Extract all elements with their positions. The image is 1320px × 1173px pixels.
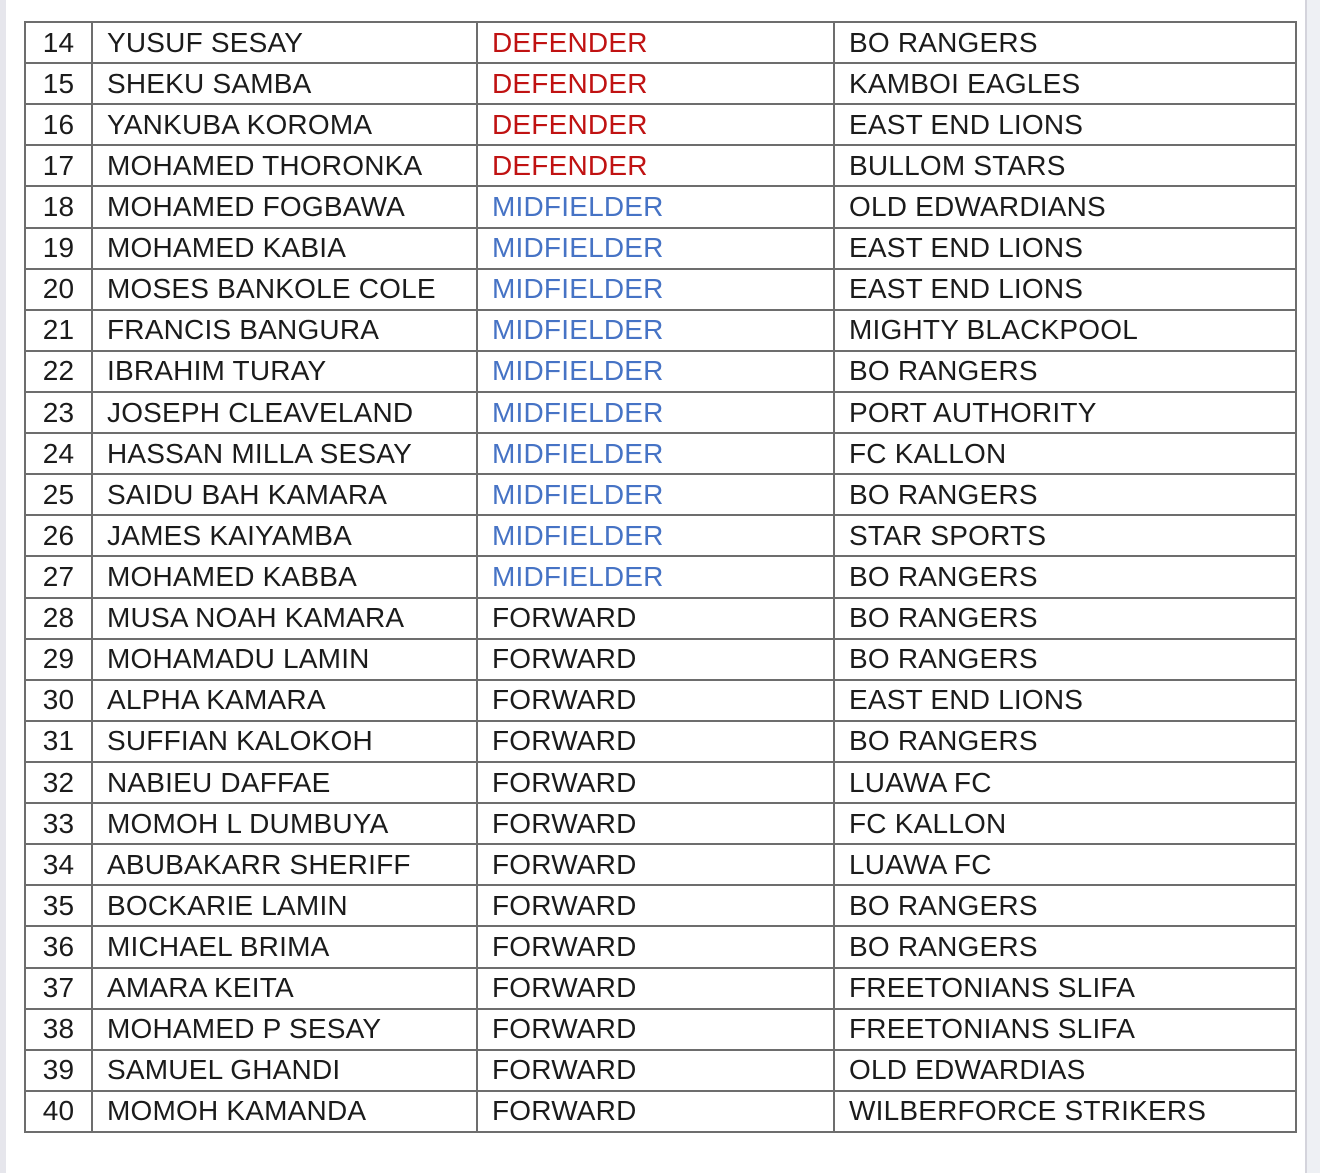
cell-position: MIDFIELDER: [478, 270, 835, 309]
cell-name: MOHAMED P SESAY: [93, 1010, 478, 1049]
cell-number: 27: [26, 557, 93, 596]
cell-club: FREETONIANS SLIFA: [849, 1013, 1136, 1045]
cell-club: EAST END LIONS: [849, 684, 1084, 716]
cell-name: MOHAMADU LAMIN: [93, 640, 478, 679]
table-row: [26, 722, 1295, 763]
cell-number: 37: [26, 969, 93, 1008]
cell-club: BULLOM STARS: [849, 149, 1066, 181]
cell-position: FORWARD: [478, 845, 835, 884]
cell-position: FORWARD: [478, 722, 835, 761]
cell-number: 26: [26, 516, 93, 555]
table-row: [26, 434, 1295, 475]
cell-number: 17: [26, 146, 93, 185]
cell-number: 22: [26, 352, 93, 391]
cell-position: FORWARD: [478, 1010, 835, 1049]
page-left-edge: [0, 0, 6, 1173]
table-row: [26, 763, 1295, 804]
cell-name: SHEKU SAMBA: [93, 64, 478, 103]
cell-name: SAMUEL GHANDI: [93, 1051, 478, 1090]
cell-position: FORWARD: [478, 1051, 835, 1090]
cell-club: BO RANGERS: [849, 26, 1038, 58]
cell-club: EAST END LIONS: [849, 232, 1084, 264]
cell-position: MIDFIELDER: [478, 187, 835, 226]
cell-number: 20: [26, 270, 93, 309]
cell-number: 38: [26, 1010, 93, 1049]
cell-number: 24: [26, 434, 93, 473]
cell-club: LUAWA FC: [849, 848, 992, 880]
table-row: [26, 1092, 1295, 1131]
cell-number: 35: [26, 886, 93, 925]
cell-name: MOMOH KAMANDA: [93, 1092, 478, 1131]
cell-club: BO RANGERS: [849, 478, 1038, 510]
cell-number: 19: [26, 229, 93, 268]
cell-club: KAMBOI EAGLES: [849, 67, 1081, 99]
table-row: [26, 804, 1295, 845]
cell-number: 15: [26, 64, 93, 103]
cell-position: FORWARD: [478, 804, 835, 843]
cell-number: 25: [26, 475, 93, 514]
table-row: [26, 146, 1295, 187]
cell-club: BO RANGERS: [849, 889, 1038, 921]
table-row: [26, 187, 1295, 228]
cell-club: FC KALLON: [849, 807, 1007, 839]
cell-position: DEFENDER: [478, 105, 835, 144]
cell-number: 32: [26, 763, 93, 802]
table-row: [26, 516, 1295, 557]
cell-number: 40: [26, 1092, 93, 1131]
cell-club: BO RANGERS: [849, 560, 1038, 592]
cell-name: MOSES BANKOLE COLE: [93, 270, 478, 309]
table-row: [26, 64, 1295, 105]
cell-name: YUSUF SESAY: [93, 23, 478, 62]
cell-name: IBRAHIM TURAY: [93, 352, 478, 391]
table-row: [26, 229, 1295, 270]
cell-club: MIGHTY BLACKPOOL: [849, 314, 1138, 346]
cell-position: DEFENDER: [478, 23, 835, 62]
cell-position: FORWARD: [478, 927, 835, 966]
cell-club: EAST END LIONS: [849, 108, 1084, 140]
cell-position: MIDFIELDER: [478, 352, 835, 391]
table-row: [26, 393, 1295, 434]
cell-club: BO RANGERS: [849, 602, 1038, 634]
cell-position: DEFENDER: [478, 146, 835, 185]
cell-name: SAIDU BAH KAMARA: [93, 475, 478, 514]
cell-number: 21: [26, 311, 93, 350]
table-row: [26, 352, 1295, 393]
cell-name: MOHAMED THORONKA: [93, 146, 478, 185]
cell-position: MIDFIELDER: [478, 229, 835, 268]
cell-position: FORWARD: [478, 599, 835, 638]
cell-number: 23: [26, 393, 93, 432]
cell-name: JAMES KAIYAMBA: [93, 516, 478, 555]
cell-club: LUAWA FC: [849, 766, 992, 798]
cell-name: MOHAMED FOGBAWA: [93, 187, 478, 226]
table-row: [26, 105, 1295, 146]
cell-position: FORWARD: [478, 640, 835, 679]
cell-number: 31: [26, 722, 93, 761]
table-row: [26, 557, 1295, 598]
cell-club: BO RANGERS: [849, 643, 1038, 675]
cell-name: MOMOH L DUMBUYA: [93, 804, 478, 843]
cell-number: 14: [26, 23, 93, 62]
cell-club: BO RANGERS: [849, 930, 1038, 962]
cell-position: FORWARD: [478, 763, 835, 802]
cell-club: FREETONIANS SLIFA: [849, 972, 1136, 1004]
cell-number: 16: [26, 105, 93, 144]
cell-number: 30: [26, 681, 93, 720]
table-row: [26, 927, 1295, 968]
cell-name: ALPHA KAMARA: [93, 681, 478, 720]
table-row: [26, 475, 1295, 516]
cell-name: SUFFIAN KALOKOH: [93, 722, 478, 761]
cell-club: PORT AUTHORITY: [849, 396, 1097, 428]
cell-name: AMARA KEITA: [93, 969, 478, 1008]
cell-position: MIDFIELDER: [478, 434, 835, 473]
cell-number: 33: [26, 804, 93, 843]
cell-name: MICHAEL BRIMA: [93, 927, 478, 966]
table-row: [26, 270, 1295, 311]
page-right-edge: [1305, 0, 1320, 1173]
cell-club: BO RANGERS: [849, 355, 1038, 387]
cell-position: FORWARD: [478, 969, 835, 1008]
table-row: [26, 1051, 1295, 1092]
table-row: [26, 23, 1295, 64]
cell-name: MUSA NOAH KAMARA: [93, 599, 478, 638]
cell-position: DEFENDER: [478, 64, 835, 103]
table-row: [26, 969, 1295, 1010]
cell-number: 28: [26, 599, 93, 638]
cell-position: MIDFIELDER: [478, 557, 835, 596]
cell-name: FRANCIS BANGURA: [93, 311, 478, 350]
table-row: [26, 886, 1295, 927]
table-row: [26, 599, 1295, 640]
cell-club: EAST END LIONS: [849, 273, 1084, 305]
cell-number: 29: [26, 640, 93, 679]
cell-position: FORWARD: [478, 681, 835, 720]
cell-position: MIDFIELDER: [478, 475, 835, 514]
cell-club: OLD EDWARDIANS: [849, 190, 1106, 222]
cell-name: BOCKARIE LAMIN: [93, 886, 478, 925]
cell-club: STAR SPORTS: [849, 519, 1047, 551]
cell-name: YANKUBA KOROMA: [93, 105, 478, 144]
cell-position: FORWARD: [478, 886, 835, 925]
table-row: [26, 1010, 1295, 1051]
player-table: [24, 21, 1297, 1133]
cell-name: ABUBAKARR SHERIFF: [93, 845, 478, 884]
cell-name: HASSAN MILLA SESAY: [93, 434, 478, 473]
cell-club: WILBERFORCE STRIKERS: [849, 1095, 1207, 1127]
cell-name: NABIEU DAFFAE: [93, 763, 478, 802]
cell-name: MOHAMED KABBA: [93, 557, 478, 596]
cell-club: BO RANGERS: [849, 725, 1038, 757]
cell-club: FC KALLON: [849, 437, 1007, 469]
table-row: [26, 681, 1295, 722]
cell-number: 34: [26, 845, 93, 884]
cell-position: FORWARD: [478, 1092, 835, 1131]
table-row: [26, 845, 1295, 886]
table-row: [26, 640, 1295, 681]
cell-club: OLD EDWARDIAS: [849, 1054, 1086, 1086]
cell-number: 39: [26, 1051, 93, 1090]
cell-position: MIDFIELDER: [478, 516, 835, 555]
cell-name: JOSEPH CLEAVELAND: [93, 393, 478, 432]
cell-number: 36: [26, 927, 93, 966]
cell-position: MIDFIELDER: [478, 311, 835, 350]
cell-position: MIDFIELDER: [478, 393, 835, 432]
table-row: [26, 311, 1295, 352]
cell-number: 18: [26, 187, 93, 226]
cell-name: MOHAMED KABIA: [93, 229, 478, 268]
